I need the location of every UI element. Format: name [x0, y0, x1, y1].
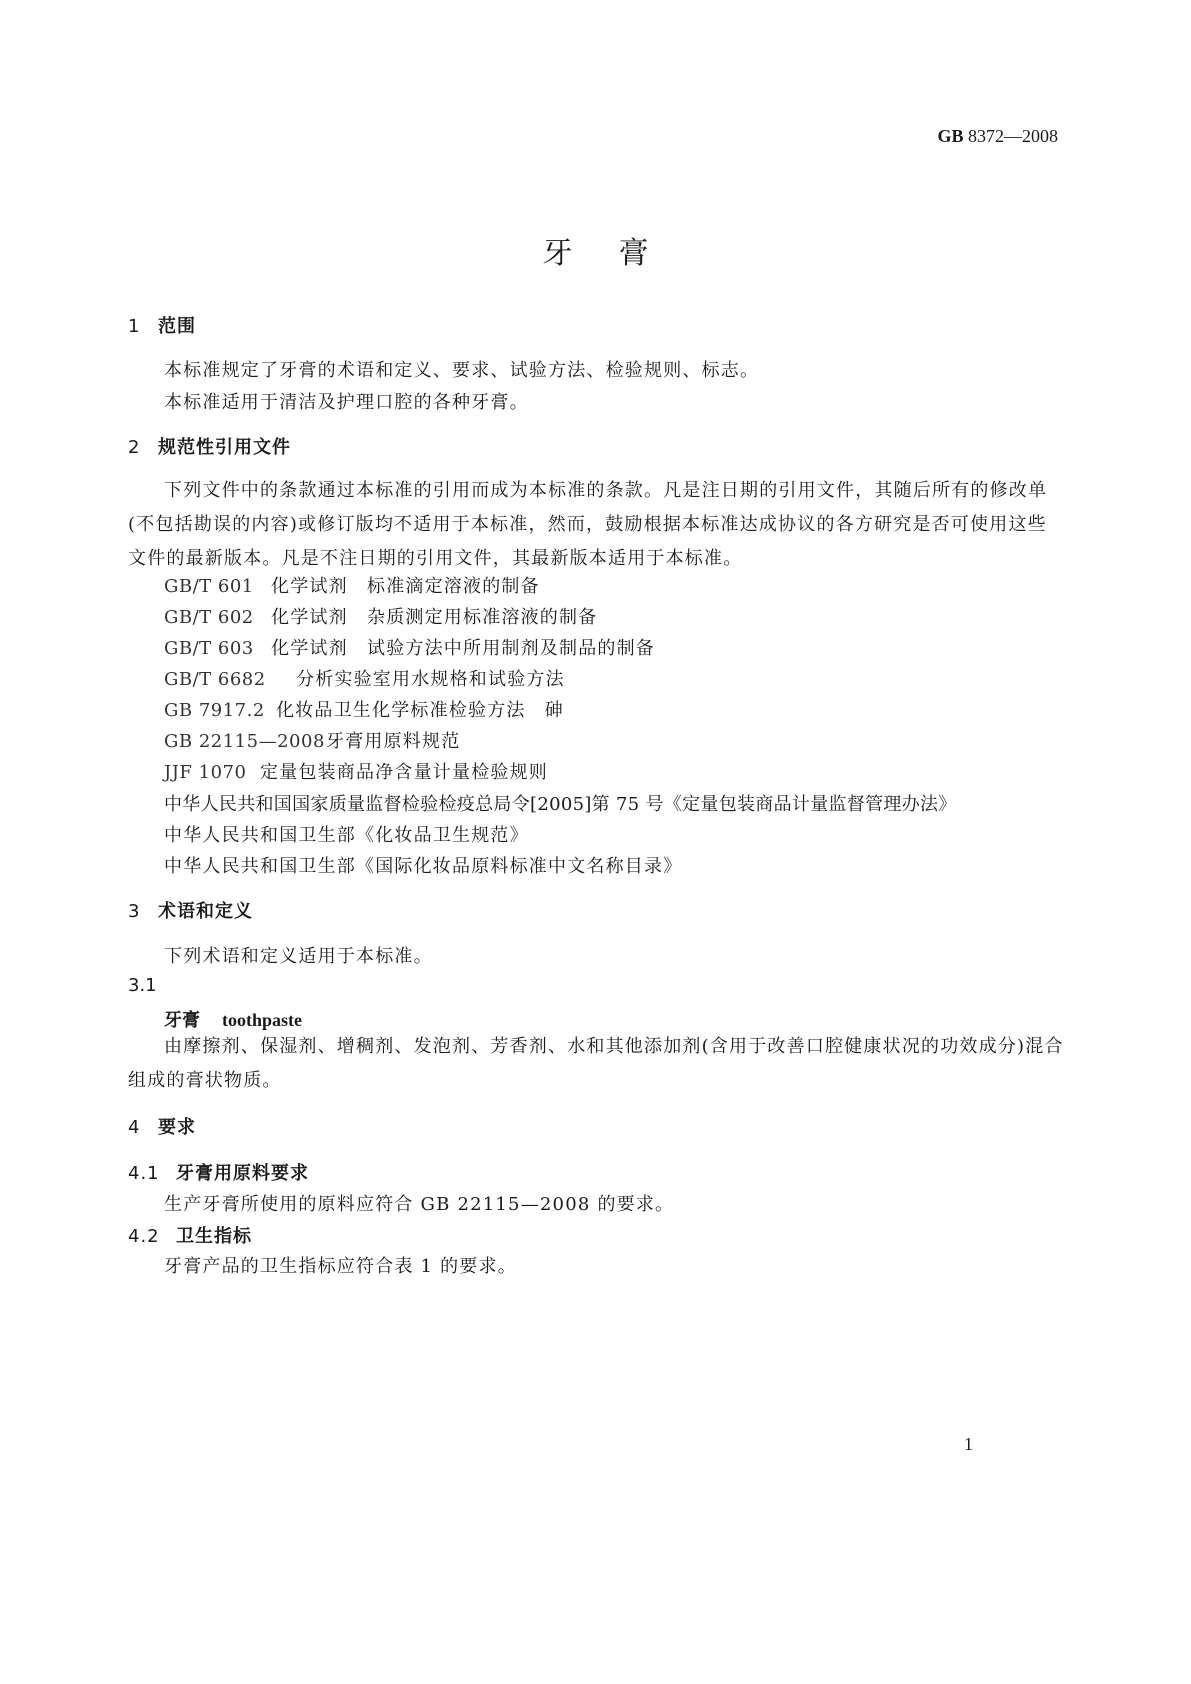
reference-title: 牙膏用原料规范: [326, 731, 461, 752]
reference-code: JJF 1070: [164, 762, 247, 783]
section-4-1-heading: [128, 1159, 309, 1185]
reference-item: [164, 696, 564, 722]
section-4-number: 4: [128, 1117, 141, 1138]
reference-item: 中华人民共和国卫生部《化妆品卫生规范》: [164, 825, 529, 846]
reference-code: GB/T 6682: [164, 669, 266, 690]
section-3-title: 术语和定义: [158, 901, 253, 922]
section-4-heading: [128, 1113, 196, 1139]
reference-title: 分析实验室用水规格和试验方法: [296, 669, 565, 690]
standard-code: [937, 126, 1058, 147]
reference-item: [164, 603, 597, 629]
reference-code: GB 7917.2: [164, 700, 265, 721]
document-title: 牙膏: [542, 236, 695, 271]
reference-item: [164, 727, 460, 753]
section-1-heading: [128, 312, 196, 338]
reference-code: GB 22115—2008: [164, 731, 325, 752]
section-4-2-heading: [128, 1222, 252, 1248]
section-3-number: 3: [128, 901, 141, 922]
reference-title: 化学试剂 标准滴定溶液的制备: [271, 576, 540, 597]
standard-prefix: GB: [937, 126, 964, 146]
section-2-heading: [128, 433, 291, 459]
reference-item: 中华人民共和国卫生部《国际化妆品原料标准中文名称目录》: [164, 856, 683, 877]
section-1-para-1: 本标准规定了牙膏的术语和定义、要求、试验方法、检验规则、标志。: [164, 360, 760, 381]
section-4-1-text: 生产牙膏所使用的原料应符合 GB 22115—2008 的要求。: [164, 1194, 675, 1215]
reference-code: GB/T 602: [164, 607, 254, 628]
section-4-2-number: 4.2: [128, 1226, 160, 1247]
section-1-para-2: 本标准适用于清洁及护理口腔的各种牙膏。: [164, 392, 529, 413]
section-4-1-number: 4.1: [128, 1163, 160, 1184]
subsection-3-1-number: 3.1: [128, 975, 157, 996]
reference-title: 定量包装商品净含量计量检验规则: [260, 762, 548, 783]
section-2-title: 规范性引用文件: [158, 437, 291, 458]
section-4-1-title: 牙膏用原料要求: [176, 1163, 309, 1184]
term-entry: [164, 1006, 302, 1032]
reference-item: 中华人民共和国国家质量监督检验检疫总局令[2005]第 75 号《定量包装商品计量监督管理办法》: [164, 794, 957, 815]
section-1-title: 范围: [158, 316, 196, 337]
section-4-2-title: 卫生指标: [176, 1226, 252, 1247]
section-4-title: 要求: [158, 1117, 196, 1138]
section-2-number: 2: [128, 437, 141, 458]
section-3-heading: [128, 897, 253, 923]
page-number: 1: [964, 1434, 973, 1454]
reference-title: 化学试剂 试验方法中所用制剂及制品的制备: [271, 638, 655, 659]
standard-number: 8372—2008: [968, 126, 1058, 146]
term-definition: 由摩擦剂、保湿剂、增稠剂、发泡剂、芳香剂、水和其他添加剂(含用于改善口腔健康状况的功效成分)混合组成的膏状物质。: [128, 1036, 1064, 1091]
reference-title: 化学试剂 杂质测定用标准溶液的制备: [271, 607, 598, 628]
reference-item: [164, 572, 540, 598]
reference-item: [164, 665, 565, 691]
section-2-intro: 下列文件中的条款通过本标准的引用而成为本标准的条款。凡是注日期的引用文件，其随后所有的修改单(不包括勘误的内容)或修订版均不适用于本标准，然而，鼓励根据本标准达成协议的各方研究是否可使用这些文件的最新版本。凡是不注日期的引用文件，其最新版本适用于本标准。: [128, 480, 1048, 569]
reference-item: [164, 634, 655, 660]
term-chinese: 牙膏: [164, 1010, 200, 1031]
section-3-intro: 下列术语和定义适用于本标准。: [164, 946, 433, 967]
reference-code: GB/T 601: [164, 576, 254, 597]
reference-code: GB/T 603: [164, 638, 254, 659]
reference-title: 化妆品卫生化学标准检验方法 砷: [276, 700, 564, 721]
term-english: toothpaste: [222, 1010, 302, 1030]
reference-item: [164, 758, 548, 784]
section-4-2-text: 牙膏产品的卫生指标应符合表 1 的要求。: [164, 1256, 517, 1277]
section-1-number: 1: [128, 316, 141, 337]
